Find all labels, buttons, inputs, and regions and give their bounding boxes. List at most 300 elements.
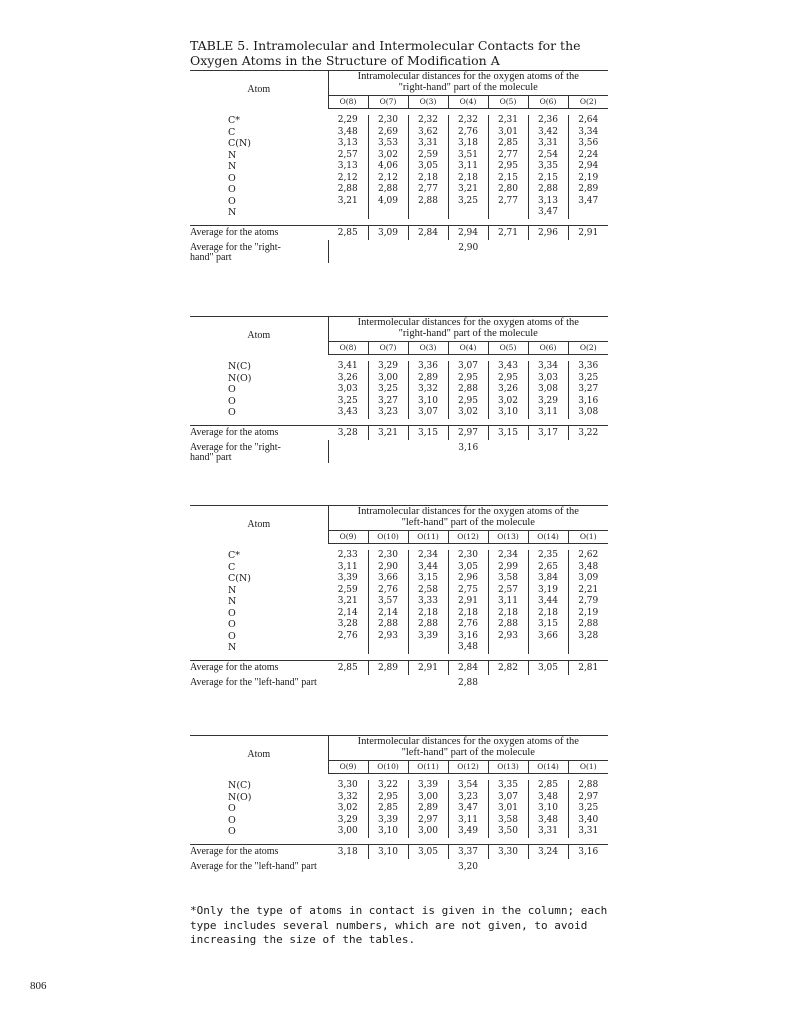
- data-row: [190, 780, 608, 838]
- column-header: O(14): [528, 761, 568, 774]
- value-cell: 2,57: [337, 149, 358, 160]
- value-cell: 2,89: [417, 372, 439, 383]
- value-column: [368, 780, 408, 838]
- value-cell: 2,59: [417, 149, 439, 160]
- value-column: [368, 550, 408, 654]
- value-cell: 3,02: [337, 803, 358, 813]
- average-value: 3,22: [568, 425, 608, 440]
- value-cell: 3,16: [578, 395, 599, 406]
- value-cell: 3,11: [497, 596, 519, 606]
- value-cell: 3,36: [417, 361, 439, 371]
- value-column: [408, 361, 448, 419]
- value-cell: 3,49: [457, 826, 479, 836]
- value-cell: 3,50: [497, 826, 519, 836]
- column-header: O(3): [408, 96, 448, 109]
- value-column: [328, 550, 368, 654]
- average-value: 3,24: [528, 844, 568, 859]
- column-header: O(5): [488, 342, 528, 355]
- value-cell: 3,30: [337, 780, 358, 790]
- part-average-row: [190, 440, 608, 463]
- column-header: O(4): [448, 96, 488, 109]
- average-value: 3,09: [368, 225, 408, 240]
- value-cell: 2,96: [457, 573, 479, 583]
- value-cell: 2,88: [337, 184, 358, 194]
- value-cell: 2,88: [578, 619, 599, 629]
- value-cell: 3,18: [457, 138, 479, 148]
- value-column: [448, 115, 488, 219]
- column-header: O(4): [448, 342, 488, 355]
- average-value: 2,96: [528, 225, 568, 240]
- average-value: 2,91: [408, 660, 448, 675]
- value-cell: 2,18: [537, 607, 559, 618]
- average-value: 2,84: [448, 660, 488, 675]
- value-cell: 3,39: [337, 573, 358, 583]
- part-average-value: 2,90: [328, 240, 608, 263]
- atom-label: O: [228, 172, 236, 184]
- contacts-table: [190, 316, 608, 463]
- atom-list: [190, 361, 328, 419]
- atom-header: Atom: [190, 71, 328, 109]
- value-cell: 2,76: [457, 619, 479, 629]
- value-cell: 3,26: [337, 372, 358, 383]
- value-cell: 2,91: [457, 596, 479, 606]
- value-cell: 2,31: [497, 115, 519, 125]
- contacts-table: [190, 505, 608, 688]
- value-cell: 3,54: [457, 780, 479, 790]
- value-cell: 3,57: [377, 596, 399, 606]
- value-cell: 3,26: [497, 384, 519, 394]
- column-header: O(2): [568, 342, 608, 355]
- value-cell: 3,34: [537, 361, 559, 371]
- footnote: *Only the type of atoms in contact is given in the column; each type includes several numbers, which are not given, to avoid increasing the size of the tables.: [190, 904, 608, 946]
- average-value: 3,17: [528, 425, 568, 440]
- value-column: [408, 550, 448, 654]
- column-header: O(10): [368, 531, 408, 544]
- atom-header: Atom: [190, 506, 328, 544]
- value-column: [568, 780, 608, 838]
- value-cell: 2,85: [377, 803, 399, 813]
- value-cell: 3,43: [337, 407, 358, 417]
- atom-label: O: [228, 814, 236, 826]
- value-cell: 2,85: [497, 138, 519, 148]
- value-cell: 3,10: [537, 803, 559, 813]
- value-cell: 3,48: [537, 791, 559, 802]
- column-header: O(6): [528, 342, 568, 355]
- value-cell: 2,58: [417, 584, 439, 595]
- average-value: 3,37: [448, 844, 488, 859]
- section-intermolecular-left: [190, 735, 608, 872]
- value-cell: 3,15: [417, 573, 439, 583]
- value-cell: 2,80: [497, 184, 519, 194]
- value-cell: 2,57: [497, 584, 519, 595]
- value-cell: 3,31: [578, 826, 599, 836]
- average-value: 3,16: [568, 844, 608, 859]
- value-column: [328, 780, 368, 838]
- atom-label: N: [228, 642, 237, 653]
- column-header: O(7): [368, 342, 408, 355]
- value-cell: 3,44: [417, 561, 439, 572]
- value-cell: 2,18: [417, 607, 439, 618]
- value-cell: 3,53: [377, 138, 399, 148]
- value-cell: 3,51: [457, 149, 479, 160]
- atom-label: O: [228, 826, 236, 837]
- average-value: 2,84: [408, 225, 448, 240]
- atom-label: C(N): [228, 138, 251, 149]
- value-cell: 3,39: [377, 814, 399, 825]
- value-cell: 3,36: [578, 361, 599, 371]
- value-cell: 2,34: [417, 550, 439, 560]
- section-heading-line: Intramolecular distances for the oxygen atoms of the: [357, 506, 579, 517]
- value-cell: 2,76: [337, 630, 358, 641]
- value-column: [488, 550, 528, 654]
- value-cell: 3,00: [417, 826, 439, 836]
- value-cell: 2,18: [457, 172, 479, 183]
- value-cell: 3,43: [497, 361, 519, 371]
- atom-label: N(O): [228, 791, 252, 803]
- section-heading: [328, 317, 608, 342]
- value-cell: 2,12: [337, 172, 358, 183]
- atom-label: O: [228, 384, 236, 395]
- value-cell: 2,99: [497, 561, 519, 572]
- value-cell: 3,21: [337, 195, 358, 206]
- value-cell: 2,32: [457, 115, 479, 125]
- average-value: 3,21: [368, 425, 408, 440]
- value-cell: 3,21: [337, 596, 358, 606]
- value-cell: 3,62: [417, 126, 439, 137]
- average-row: [190, 844, 608, 859]
- value-cell: 3,27: [578, 384, 599, 394]
- part-average-label-line: Average for the "right-: [190, 241, 281, 253]
- value-cell: 2,90: [377, 561, 399, 572]
- column-header: O(8): [328, 96, 368, 109]
- column-header: O(9): [328, 761, 368, 774]
- value-cell: 3,44: [537, 596, 559, 606]
- average-value: 2,91: [568, 225, 608, 240]
- column-header: O(10): [368, 761, 408, 774]
- value-cell: 3,27: [377, 395, 399, 406]
- atom-label: N: [228, 161, 237, 172]
- value-cell: 2,32: [417, 115, 439, 125]
- contacts-table: [190, 735, 608, 872]
- atom-header: Atom: [190, 317, 328, 355]
- average-value: 3,30: [488, 844, 528, 859]
- section-heading-line: "left-hand" part of the molecule: [401, 517, 535, 528]
- value-cell: 3,07: [457, 361, 479, 371]
- average-row: [190, 425, 608, 440]
- value-cell: 2,30: [377, 115, 399, 125]
- atom-label: N: [228, 584, 237, 596]
- column-header: O(14): [528, 531, 568, 544]
- section-heading: [328, 71, 608, 96]
- value-cell: 2,21: [578, 584, 599, 595]
- value-cell: 3,16: [457, 630, 479, 641]
- value-cell: 2,64: [578, 115, 599, 125]
- value-cell: 2,12: [377, 172, 399, 183]
- part-average-value: 3,20: [457, 861, 479, 872]
- value-cell: 2,95: [377, 791, 399, 802]
- part-average-label: [190, 675, 328, 688]
- column-header: O(5): [488, 96, 528, 109]
- value-cell: 2,88: [377, 619, 399, 629]
- value-column: [368, 361, 408, 419]
- value-cell: 3,00: [377, 372, 399, 383]
- section-heading: [328, 736, 608, 761]
- column-header: O(11): [408, 531, 448, 544]
- value-cell: 3,01: [497, 803, 519, 813]
- atom-label: O: [228, 619, 236, 630]
- value-cell: 2,35: [537, 550, 559, 560]
- average-value: 2,82: [488, 660, 528, 675]
- value-cell: 3,00: [417, 791, 439, 802]
- value-cell: 2,54: [537, 149, 559, 160]
- part-average-value: 3,16: [328, 440, 608, 463]
- header-row: [190, 736, 608, 761]
- atom-label: N(O): [228, 372, 252, 384]
- value-cell: 3,08: [578, 407, 599, 417]
- atom-label: C*: [228, 115, 241, 126]
- average-label: Average for the atoms: [190, 225, 328, 240]
- column-header: O(3): [408, 342, 448, 355]
- value-cell: 3,56: [578, 138, 599, 148]
- value-column: [448, 361, 488, 419]
- value-cell: 3,23: [457, 791, 479, 802]
- value-column: [568, 361, 608, 419]
- value-cell: 3,07: [417, 407, 439, 417]
- atom-label: O: [228, 407, 236, 418]
- value-cell: 3,29: [537, 395, 559, 406]
- value-cell: 3,10: [417, 395, 439, 406]
- value-cell: 3,05: [457, 561, 479, 572]
- value-cell: 3,19: [537, 584, 559, 595]
- average-value: 3,05: [528, 660, 568, 675]
- average-value: 3,15: [408, 425, 448, 440]
- value-cell: 2,30: [377, 550, 399, 560]
- value-cell: 2,85: [537, 780, 559, 790]
- value-cell: 3,66: [377, 573, 399, 583]
- value-cell: 3,25: [578, 803, 599, 813]
- average-value: 2,94: [448, 225, 488, 240]
- average-label: Average for the atoms: [190, 844, 328, 859]
- value-cell: 2,19: [578, 607, 599, 618]
- average-value: 2,97: [448, 425, 488, 440]
- value-cell: 3,07: [497, 791, 519, 802]
- value-cell: 2,89: [417, 803, 439, 813]
- part-average-value: 2,88: [457, 677, 479, 688]
- section-intermolecular-right: [190, 316, 608, 463]
- part-average-label-line: Average for the "right-: [190, 441, 281, 453]
- value-cell: 2,95: [457, 372, 479, 383]
- value-cell: 3,05: [417, 161, 439, 171]
- value-cell: 2,94: [578, 161, 599, 171]
- table-title-line-1: TABLE 5. Intramolecular and Intermolecular Contacts for the: [190, 38, 581, 53]
- atom-label: C: [228, 126, 236, 138]
- column-header: O(1): [568, 761, 608, 774]
- data-row: [190, 115, 608, 219]
- column-header: O(12): [448, 531, 488, 544]
- value-cell: 3,00: [337, 826, 358, 836]
- average-value: 3,18: [328, 844, 368, 859]
- value-cell: 2,88: [417, 619, 439, 629]
- value-column: [448, 780, 488, 838]
- column-header: O(13): [488, 531, 528, 544]
- section-intramolecular-right: [190, 70, 608, 263]
- value-column: [528, 550, 568, 654]
- value-cell: 4,06: [377, 161, 399, 171]
- column-header: O(1): [568, 531, 608, 544]
- data-row: [190, 361, 608, 419]
- value-cell: 2,15: [497, 172, 519, 183]
- value-cell: 3,22: [377, 780, 399, 790]
- page-number: 806: [30, 980, 47, 992]
- atom-list: [190, 115, 328, 219]
- value-cell: 2,95: [457, 395, 479, 406]
- value-cell: 2,14: [337, 607, 358, 618]
- value-cell: 2,59: [337, 584, 358, 595]
- column-header: O(11): [408, 761, 448, 774]
- value-cell: 3,21: [457, 184, 479, 194]
- atom-label: N: [228, 207, 237, 218]
- value-column: [408, 780, 448, 838]
- value-cell: 2,75: [457, 584, 479, 595]
- average-label: Average for the atoms: [190, 425, 328, 440]
- value-column: [328, 361, 368, 419]
- section-heading-line: Intermolecular distances for the oxygen atoms of the: [357, 736, 579, 747]
- value-cell: 2,88: [578, 780, 599, 790]
- atom-label: N(C): [228, 780, 251, 791]
- atom-label: O: [228, 195, 236, 207]
- data-row: [190, 550, 608, 654]
- value-column: [528, 361, 568, 419]
- part-average-label: [190, 240, 328, 263]
- value-cell: 2,79: [578, 596, 599, 606]
- value-column: [528, 115, 568, 219]
- value-cell: 2,62: [578, 550, 599, 560]
- value-cell: 3,11: [537, 407, 559, 417]
- header-row: [190, 71, 608, 96]
- section-intramolecular-left: [190, 505, 608, 688]
- value-cell: 3,01: [497, 126, 519, 137]
- value-cell: 3,03: [337, 384, 358, 394]
- value-cell: 2,88: [377, 184, 399, 194]
- value-cell: 3,25: [578, 372, 599, 383]
- value-cell: 3,66: [537, 630, 559, 641]
- average-row: [190, 225, 608, 240]
- atom-label: O: [228, 395, 236, 407]
- value-cell: 2,65: [537, 561, 559, 572]
- value-cell: 3,02: [497, 395, 519, 406]
- value-cell: 3,32: [337, 791, 358, 802]
- contacts-table: [190, 70, 608, 263]
- value-column: [488, 115, 528, 219]
- part-average-row: [190, 675, 608, 688]
- value-cell: 2,77: [497, 195, 519, 206]
- value-cell: 3,13: [337, 138, 358, 148]
- value-cell: 3,35: [497, 780, 519, 790]
- average-value: 2,71: [488, 225, 528, 240]
- average-label: Average for the atoms: [190, 660, 328, 675]
- value-cell: 2,95: [497, 161, 519, 171]
- atom-label: C: [228, 561, 236, 573]
- atom-list: [190, 780, 328, 838]
- value-cell: 2,89: [578, 184, 599, 194]
- column-header: O(6): [528, 96, 568, 109]
- part-average-label-line: Average for the "left-hand" part: [190, 676, 317, 688]
- value-cell: 3,11: [337, 561, 358, 572]
- atom-label: C(N): [228, 573, 251, 584]
- value-cell: 2,97: [578, 791, 599, 802]
- value-cell: 2,36: [537, 115, 559, 125]
- value-column: [528, 780, 568, 838]
- part-average-label-line: hand" part: [190, 451, 232, 463]
- column-header: O(9): [328, 531, 368, 544]
- value-cell: 2,76: [377, 584, 399, 595]
- value-cell: 3,11: [457, 161, 479, 171]
- value-column: [568, 550, 608, 654]
- value-cell: 2,29: [337, 115, 358, 125]
- atom-label: C*: [228, 550, 241, 561]
- value-cell: 3,42: [537, 126, 559, 137]
- average-value: 3,05: [408, 844, 448, 859]
- header-row: [190, 506, 608, 531]
- value-cell: 3,29: [337, 814, 358, 825]
- average-value: 3,10: [368, 844, 408, 859]
- atom-label: O: [228, 184, 236, 195]
- part-average-label: [190, 859, 328, 872]
- atom-label: N(C): [228, 361, 251, 372]
- part-average-label-line: Average for the "left-hand" part: [190, 860, 317, 872]
- value-cell: 3,84: [537, 573, 559, 583]
- value-cell: 2,69: [377, 126, 399, 137]
- value-cell: 3,25: [377, 384, 399, 394]
- value-cell: 2,18: [497, 607, 519, 618]
- atom-label: N: [228, 149, 237, 161]
- value-cell: 3,02: [457, 407, 479, 417]
- value-cell: 3,39: [417, 780, 439, 790]
- value-cell: 3,29: [377, 361, 399, 371]
- value-cell: 2,88: [497, 619, 519, 629]
- atom-list: [190, 550, 328, 654]
- value-cell: 3,03: [537, 372, 559, 383]
- value-cell: 2,34: [497, 550, 519, 560]
- value-cell: 2,24: [578, 149, 599, 160]
- value-cell: 2,15: [537, 172, 559, 183]
- section-heading-line: "left-hand" part of the molecule: [401, 747, 535, 758]
- section-heading-line: "right-hand" part of the molecule: [398, 82, 538, 93]
- value-cell: 2,18: [417, 172, 439, 183]
- part-average-row: [190, 859, 608, 872]
- value-cell: 3,25: [337, 395, 358, 406]
- value-cell: 2,30: [457, 550, 479, 560]
- average-value: 2,85: [328, 225, 368, 240]
- value-cell: 3,10: [377, 826, 399, 836]
- value-cell: 3,47: [578, 195, 599, 206]
- average-row: [190, 660, 608, 675]
- value-cell: 3,02: [377, 149, 399, 160]
- section-heading-line: Intramolecular distances for the oxygen atoms of the: [357, 71, 579, 82]
- value-cell: 2,95: [497, 372, 519, 383]
- value-cell: 3,35: [537, 161, 559, 171]
- part-average-row: [190, 240, 608, 263]
- value-cell: 2,77: [417, 184, 439, 194]
- average-value: 3,15: [488, 425, 528, 440]
- value-cell: 3,58: [497, 814, 519, 825]
- value-cell: 3,08: [537, 384, 559, 394]
- value-cell: 4,09: [377, 195, 399, 206]
- value-cell: 3,32: [417, 384, 439, 394]
- value-cell: 3,40: [578, 814, 599, 825]
- value-cell: 3,10: [497, 407, 519, 417]
- value-cell: 3,34: [578, 126, 599, 137]
